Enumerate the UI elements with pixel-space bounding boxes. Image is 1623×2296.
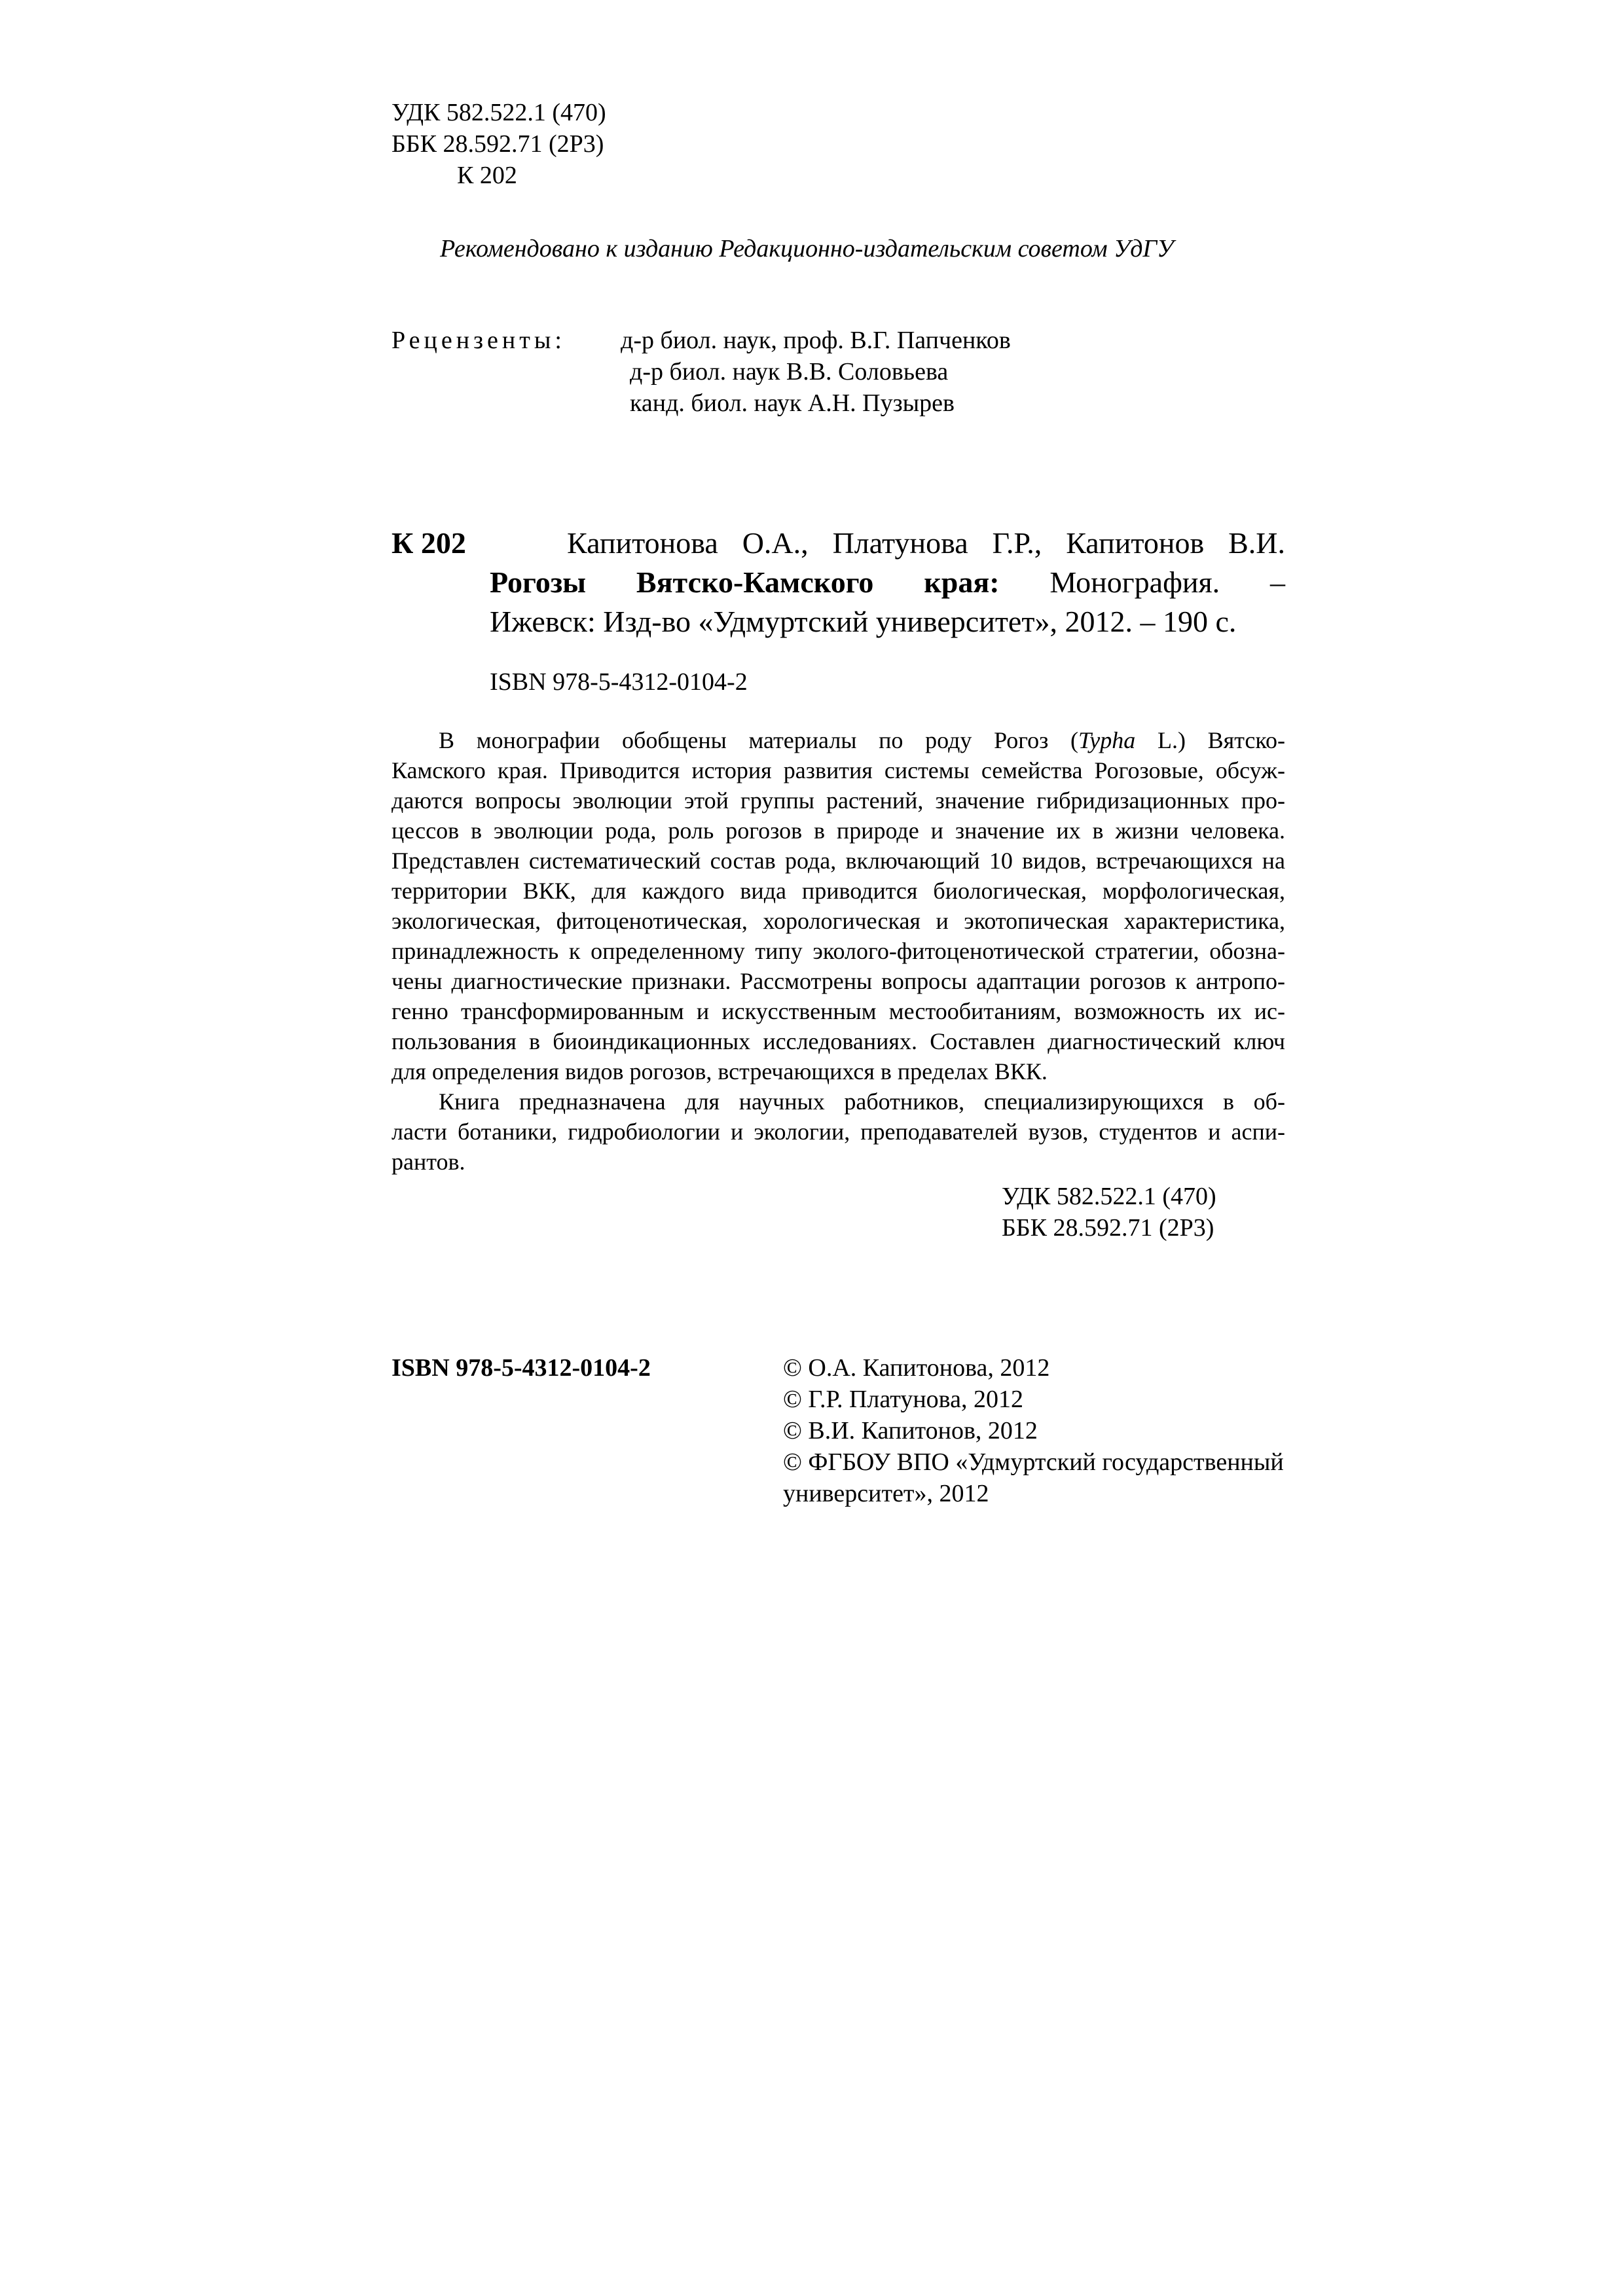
abstract-line: пользования в биоиндикационных исследованиях. Составлен диагностический ключ — [392, 1028, 1285, 1054]
bib-title-rest: Монография. – — [1049, 565, 1285, 599]
reviewer-item: д-р биол. наук, проф. В.Г. Папченков — [621, 327, 1011, 354]
reviewer-item: канд. биол. наук А.Н. Пузырев — [630, 389, 955, 417]
copyright-item: © В.И. Капитонов, 2012 — [783, 1417, 1038, 1444]
recommendation: Рекомендовано к изданию Редакционно-издательским советом УдГУ — [440, 235, 1174, 262]
bib-isbn: ISBN 978-5-4312-0104-2 — [490, 668, 748, 696]
abstract-line: для определения видов рогозов, встречающихся в пределах ВКК. — [392, 1058, 1048, 1085]
bbk-code: ББК 28.592.71 (2Р3) — [392, 130, 604, 158]
bib-title-line — [490, 563, 1285, 602]
abstract-line: Представлен систематический состав рода, включающий 10 видов, встречающихся на — [392, 848, 1285, 874]
header-codes — [392, 97, 606, 191]
reviewers — [392, 325, 1011, 419]
bib-title: Рогозы Вятско-Камского края: — [490, 565, 1000, 599]
copyright-item: © О.А. Капитонова, 2012 — [783, 1354, 1050, 1382]
footer-codes — [1002, 1181, 1216, 1244]
copyright-item: © Г.Р. Платунова, 2012 — [783, 1386, 1023, 1413]
abstract-line: территории ВКК, для каждого вида приводится биологическая, морфологическая, — [392, 878, 1285, 904]
abstract-line: экологическая, фитоценотическая, хорологическая и экотопическая характеристика, — [392, 908, 1285, 934]
isbn-bold: ISBN 978-5-4312-0104-2 — [392, 1354, 651, 1382]
abstract-line: Камского края. Приводится история развития системы семейства Рогозовые, обсуж- — [392, 757, 1285, 783]
udk-code: УДК 582.522.1 (470) — [1002, 1183, 1216, 1210]
copyrights — [783, 1352, 1284, 1509]
abstract-line: Книга предназначена для научных работников, специализирующихся в об- — [439, 1088, 1285, 1115]
reviewer-item: д-р биол. наук В.В. Соловьева — [630, 358, 949, 386]
abstract-line: даются вопросы эволюции этой группы растений, значение гибридизационных про- — [392, 787, 1285, 814]
reviewers-list — [621, 325, 1011, 419]
genus-name: Typha — [1078, 727, 1136, 753]
udk-code: УДК 582.522.1 (470) — [392, 99, 606, 126]
bib-authors: Капитонова О.А., Платунова Г.Р., Капитонов В.И. — [567, 526, 1285, 560]
copyright-item: © ФГБОУ ВПО «Удмуртский государственный — [783, 1448, 1284, 1476]
abstract-line: принадлежность к определенному типу эколого-фитоценотической стратегии, обозна- — [392, 938, 1285, 964]
abstract-line: генно трансформированным и искусственным местообитаниям, возможность их ис- — [392, 998, 1285, 1024]
bib-imprint: Ижевск: Изд-во «Удмуртский университет», 2012. – 190 с. — [490, 605, 1237, 638]
abstract-text: В монографии обобщены материалы по роду Рогоз ( — [439, 727, 1078, 753]
bib-code: К 202 — [392, 526, 466, 560]
abstract-line — [392, 725, 1285, 755]
abstract-line: ласти ботаники, гидробиологии и экологии, преподавателей вузов, студентов и аспи- — [392, 1119, 1285, 1145]
abstract-text: L.) Вятско- — [1135, 727, 1285, 753]
bibliographic-record — [392, 524, 1285, 641]
reviewers-label: Рецензенты: — [392, 327, 566, 354]
bbk-code: ББК 28.592.71 (2Р3) — [1002, 1214, 1214, 1242]
abstract — [392, 725, 1285, 1177]
copyright-item: университет», 2012 — [783, 1480, 989, 1507]
abstract-line: чены диагностические признаки. Рассмотрены вопросы адаптации рогозов к антропо- — [392, 968, 1285, 994]
bib-first-row — [392, 524, 1285, 563]
author-mark: К 202 — [457, 162, 517, 189]
abstract-line: цессов в эволюции рода, роль рогозов в природе и значение их в жизни человека. — [392, 817, 1285, 844]
abstract-line: рантов. — [392, 1149, 465, 1175]
